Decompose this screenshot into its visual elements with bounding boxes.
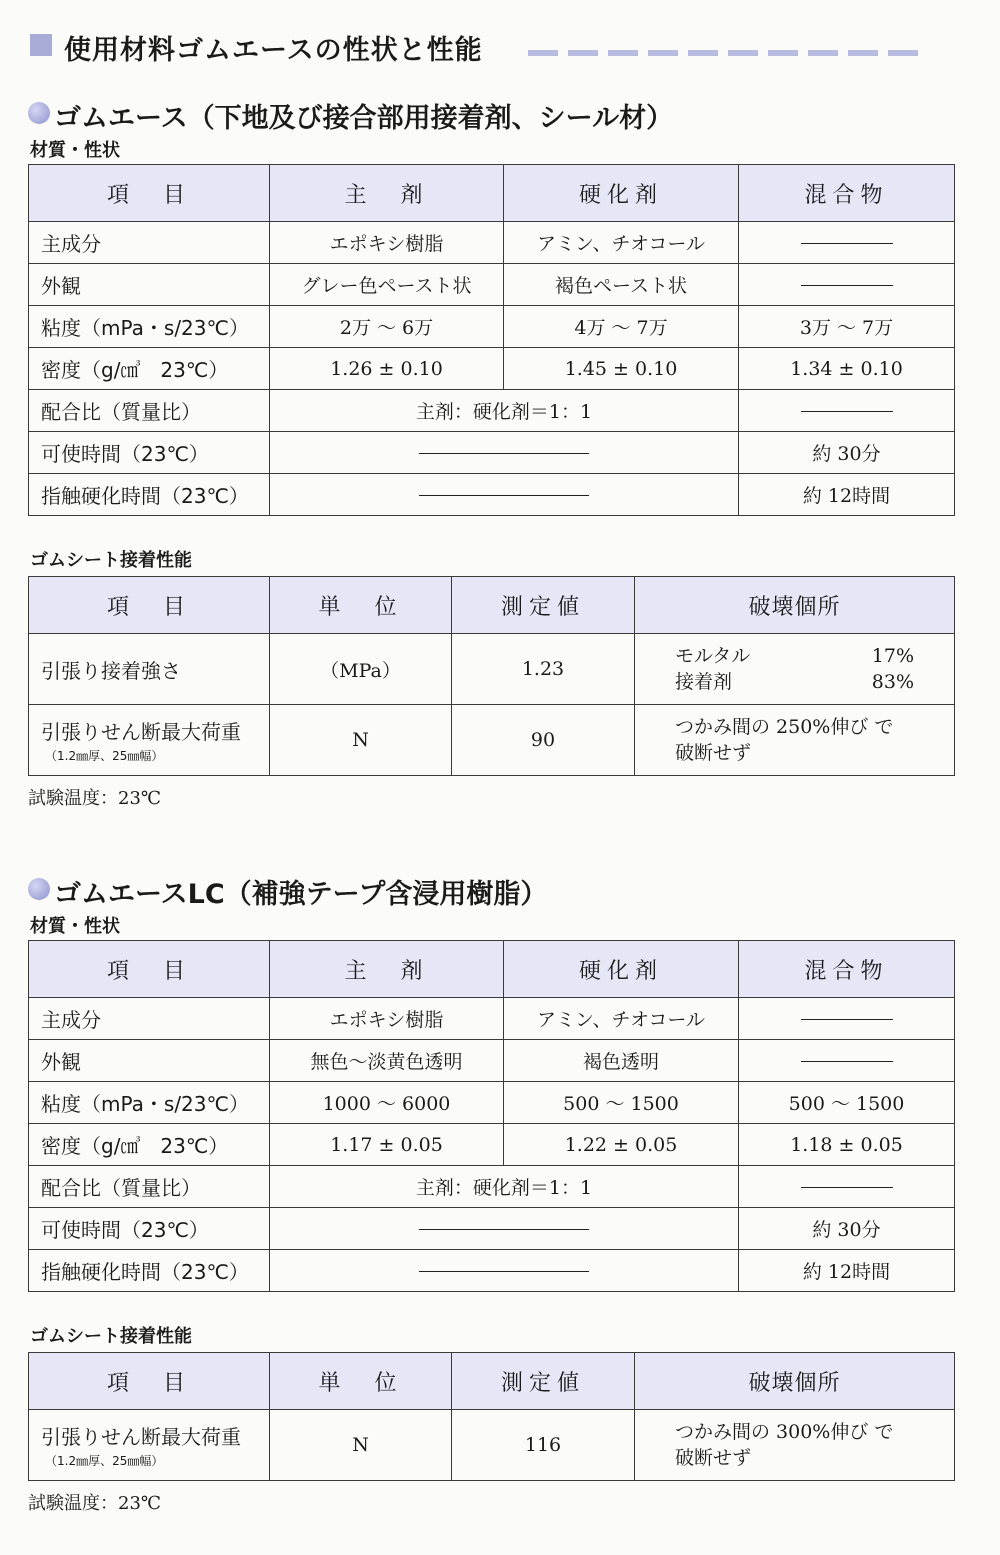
cell-value: 2万 ～ 6万 [270,306,504,348]
column-header: 混合物 [739,941,955,998]
table-row [29,390,955,432]
cell-value: 1.17 ± 0.05 [270,1124,504,1166]
cell-dash [270,1208,739,1250]
cell-value: アミン、チオコール [504,998,739,1040]
table-row [29,1410,955,1481]
decorative-dash-line [528,50,952,58]
failure-item: 接着剤 83% [675,671,914,693]
column-header: 破壊個所 [635,1353,955,1410]
cell-value: 1.26 ± 0.10 [270,348,504,390]
performance-table [28,1352,955,1481]
section-gomuace [28,96,958,810]
table-row [29,306,955,348]
cell-value: 90 [452,705,635,776]
table-header-row [29,577,955,634]
failure-text: つかみ間の 250%伸び で破断せず [675,716,894,764]
row-sublabel: （1.2㎜厚、25㎜幅） [45,1454,164,1468]
cell-value: 約 12時間 [739,474,955,516]
test-temperature-note: 試験温度：23℃ [28,1493,162,1514]
row-label: 密度（g/㎤ 23℃） [29,348,270,390]
column-header: 主 剤 [270,941,504,998]
table-header-row [29,165,955,222]
table-row [29,264,955,306]
properties-heading: 材質・性状 [30,916,120,937]
cell-value: 500 ～ 1500 [739,1082,955,1124]
column-header: 単 位 [270,1353,452,1410]
column-header: 項 目 [29,577,270,634]
table-row [29,998,955,1040]
section-title: ゴムエースLC（補強テープ含浸用樹脂） [28,872,958,908]
cell-value: 1.45 ± 0.10 [504,348,739,390]
page-title: 使用材料ゴムエースの性状と性能 [64,35,483,66]
cell-value: グレー色ペースト状 [270,264,504,306]
column-header: 硬化剤 [504,165,739,222]
square-bullet-icon [30,34,52,56]
failure-text: つかみ間の 300%伸び で破断せず [675,1421,894,1469]
column-header: 主 剤 [270,165,504,222]
cell-dash [739,264,955,306]
cell-value: 約 30分 [739,1208,955,1250]
cell-value: 褐色ペースト状 [504,264,739,306]
row-label: 引張り接着強さ [29,634,270,705]
table-row [29,348,955,390]
cell-value: N [270,705,452,776]
cell-value: エポキシ樹脂 [270,998,504,1040]
cell-value: 主剤：硬化剤＝1：1 [270,390,739,432]
column-header: 単 位 [270,577,452,634]
cell-value: 約 12時間 [739,1250,955,1292]
failure-item: モルタル 17% [675,645,914,667]
failure-cell [635,1410,955,1481]
cell-dash [270,1250,739,1292]
test-temperature-note: 試験温度：23℃ [28,788,162,809]
circle-bullet-icon [28,878,50,900]
row-label: 外観 [29,264,270,306]
circle-bullet-icon [28,102,50,124]
table-header-row [29,941,955,998]
cell-dash [739,998,955,1040]
cell-value: 褐色透明 [504,1040,739,1082]
column-header: 破壊個所 [635,577,955,634]
row-label: 指触硬化時間（23℃） [29,1250,270,1292]
row-label: 密度（g/㎤ 23℃） [29,1124,270,1166]
row-label: 粘度（mPa・s/23℃） [29,1082,270,1124]
failure-cell [635,634,955,705]
row-label: 配合比（質量比） [29,1166,270,1208]
cell-dash [739,390,955,432]
row-label: 指触硬化時間（23℃） [29,474,270,516]
row-label: 配合比（質量比） [29,390,270,432]
cell-value: 1.34 ± 0.10 [739,348,955,390]
row-label: 外観 [29,1040,270,1082]
properties-table [28,164,955,516]
row-label: 引張りせん断最大荷重 （1.2㎜厚、25㎜幅） [29,1410,270,1481]
cell-value: アミン、チオコール [504,222,739,264]
cell-value: 3万 ～ 7万 [739,306,955,348]
cell-value: 500 ～ 1500 [504,1082,739,1124]
table-row [29,1082,955,1124]
cell-value: 主剤：硬化剤＝1：1 [270,1166,739,1208]
performance-heading: ゴムシート接着性能 [30,550,192,571]
row-label: 主成分 [29,222,270,264]
column-header: 測定値 [452,1353,635,1410]
table-row [29,1208,955,1250]
column-header: 硬化剤 [504,941,739,998]
column-header: 項 目 [29,941,270,998]
cell-dash [739,1166,955,1208]
table-row [29,1040,955,1082]
performance-heading: ゴムシート接着性能 [30,1326,192,1347]
row-label: 粘度（mPa・s/23℃） [29,306,270,348]
table-row [29,474,955,516]
cell-value: N [270,1410,452,1481]
properties-heading: 材質・性状 [30,140,120,161]
performance-table [28,576,955,776]
section-gomuace-lc [28,872,958,1515]
row-label: 主成分 [29,998,270,1040]
cell-value: 1000 ～ 6000 [270,1082,504,1124]
cell-value: 無色～淡黄色透明 [270,1040,504,1082]
cell-dash [270,474,739,516]
row-label: 引張りせん断最大荷重 （1.2㎜厚、25㎜幅） [29,705,270,776]
column-header: 混合物 [739,165,955,222]
cell-value: エポキシ樹脂 [270,222,504,264]
column-header: 項 目 [29,165,270,222]
table-row [29,1124,955,1166]
failure-cell [635,705,955,776]
cell-value: 4万 ～ 7万 [504,306,739,348]
table-row [29,222,955,264]
cell-value: 1.23 [452,634,635,705]
cell-dash [739,222,955,264]
properties-table [28,940,955,1292]
page-header [30,28,970,68]
row-label: 可使時間（23℃） [29,1208,270,1250]
section-title: ゴムエース（下地及び接合部用接着剤、シール材） [28,96,958,132]
row-label: 可使時間（23℃） [29,432,270,474]
table-row [29,432,955,474]
table-row [29,634,955,705]
cell-value: （MPa） [270,634,452,705]
column-header: 項 目 [29,1353,270,1410]
table-header-row [29,1353,955,1410]
cell-value: 1.18 ± 0.05 [739,1124,955,1166]
cell-value: 1.22 ± 0.05 [504,1124,739,1166]
cell-value: 約 30分 [739,432,955,474]
table-row [29,705,955,776]
cell-dash [739,1040,955,1082]
row-sublabel: （1.2㎜厚、25㎜幅） [45,749,164,763]
column-header: 測定値 [452,577,635,634]
cell-value: 116 [452,1410,635,1481]
table-row [29,1166,955,1208]
table-row [29,1250,955,1292]
cell-dash [270,432,739,474]
